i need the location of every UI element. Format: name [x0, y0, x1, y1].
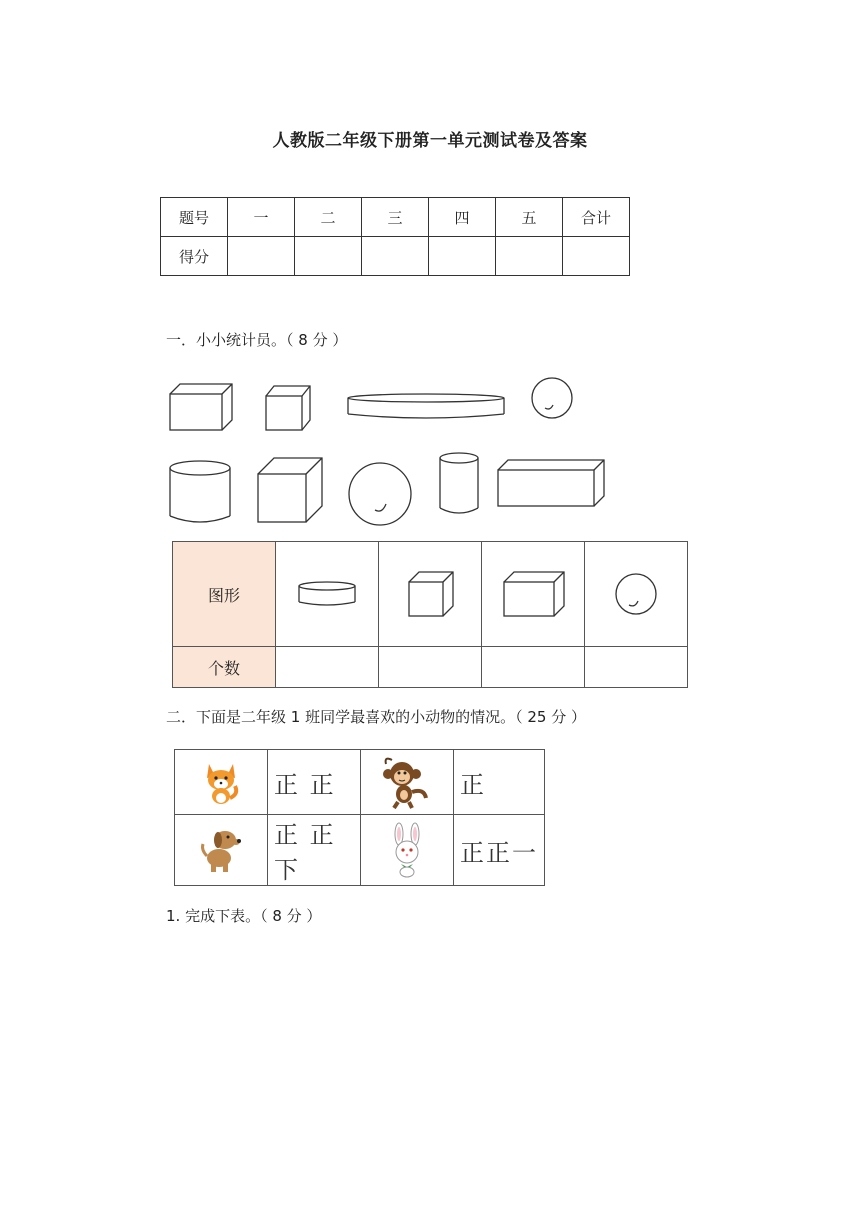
animal-tally-table	[174, 749, 545, 886]
count-blank-cell	[585, 647, 688, 688]
long-cuboid-shape	[498, 460, 604, 506]
shapes-illustration	[160, 370, 620, 530]
tall-cylinder-shape	[440, 453, 478, 513]
score-cell: 三	[362, 198, 429, 237]
fox-icon	[201, 758, 241, 806]
fox-tally: 正 正	[268, 750, 361, 815]
animal-pic-cell	[361, 750, 454, 815]
shape-cell-cube	[379, 542, 482, 647]
score-cell: 二	[295, 198, 362, 237]
score-blank-cell	[295, 237, 362, 276]
cube-icon	[379, 566, 481, 622]
dog-icon	[199, 826, 243, 874]
page-title: 人教版二年级下册第一单元测试卷及答案	[272, 131, 588, 151]
monkey-icon	[382, 754, 432, 810]
shape-cell-cuboid	[482, 542, 585, 647]
shape-count-table	[172, 541, 688, 688]
count-label-cell: 个数	[173, 647, 276, 688]
cube-shape	[258, 458, 322, 522]
score-table-header-row	[161, 198, 630, 237]
dog-tally: 正 正 下	[268, 815, 361, 886]
sphere-shape	[532, 378, 572, 418]
flat-cylinder-shape	[348, 394, 504, 418]
section1-heading: 一．小小统计员。（ 8 分 ）	[166, 331, 348, 349]
count-blank-cell	[276, 647, 379, 688]
count-blank-cell	[482, 647, 585, 688]
shape-row	[173, 542, 688, 647]
flat-cylinder-icon	[276, 574, 378, 614]
monkey-tally: 正	[454, 750, 545, 815]
shape-label-cell: 图形	[173, 542, 276, 647]
score-blank-cell	[362, 237, 429, 276]
cuboid-icon	[482, 566, 584, 622]
count-row	[173, 647, 688, 688]
shape-cell-sphere	[585, 542, 688, 647]
sphere-icon	[585, 569, 687, 619]
shape-cell-flat-cylinder	[276, 542, 379, 647]
section2-heading: 二．下面是二年级 1 班同学最喜欢的小动物的情况。（ 25 分 ）	[166, 708, 586, 726]
cube-shape	[266, 386, 310, 430]
score-table	[160, 197, 630, 276]
score-cell: 合计	[563, 198, 630, 237]
cuboid-shape	[170, 384, 232, 430]
cylinder-shape	[170, 461, 230, 522]
animal-pic-cell	[175, 815, 268, 886]
animal-row	[175, 750, 545, 815]
animal-pic-cell	[175, 750, 268, 815]
rabbit-icon	[385, 822, 429, 878]
score-blank-cell	[429, 237, 496, 276]
score-table-score-row	[161, 237, 630, 276]
score-cell: 得分	[161, 237, 228, 276]
question1-heading: 1. 完成下表。（ 8 分 ）	[166, 907, 322, 925]
score-cell: 四	[429, 198, 496, 237]
count-blank-cell	[379, 647, 482, 688]
score-blank-cell	[496, 237, 563, 276]
animal-row	[175, 815, 545, 886]
sphere-shape	[349, 463, 411, 525]
score-cell: 一	[228, 198, 295, 237]
score-blank-cell	[228, 237, 295, 276]
score-cell: 题号	[161, 198, 228, 237]
animal-pic-cell	[361, 815, 454, 886]
score-blank-cell	[563, 237, 630, 276]
rabbit-tally: 正正一	[454, 815, 545, 886]
score-cell: 五	[496, 198, 563, 237]
